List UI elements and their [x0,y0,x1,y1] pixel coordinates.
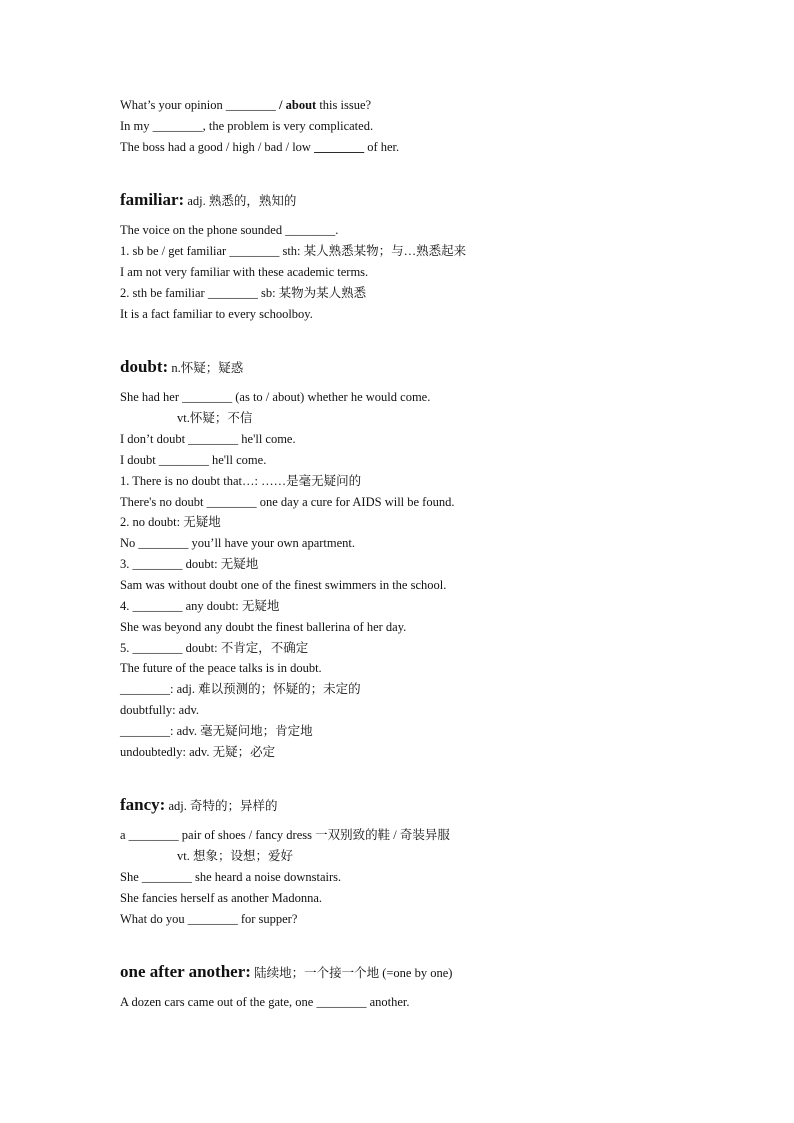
doubt-line: ________: adj. 难以预测的；怀疑的；未定的 [120,682,361,696]
headword: doubt: [120,357,169,376]
heading-gloss: 陆续地；一个接一个地 (=one by one) [250,966,453,980]
one-after-line: A dozen cars came out of the gate, one ________ another. [120,995,410,1009]
familiar-line: I am not very familiar with these academic terms. [120,265,369,279]
familiar-line: The voice on the phone sounded ________. [120,223,339,237]
doubt-line: The future of the peace talks is in doubt. [120,661,322,675]
intro-line-2: In my ________, the problem is very complicated. [120,119,374,133]
headword: familiar: [120,190,185,209]
doubt-line: She had her ________ (as to / about) whether he would come. [120,390,431,404]
doubt-line: 4. ________ any doubt: 无疑地 [120,599,280,613]
doubt-line: doubtfully: adv. [120,703,200,717]
text-run: of her. [364,140,400,154]
doubt-line: 3. ________ doubt: 无疑地 [120,557,259,571]
familiar-line: It is a fact familiar to every schoolboy. [120,307,313,321]
doubt-sub-gloss: vt.怀疑；不信 [177,411,253,425]
doubt-line: 2. no doubt: 无疑地 [120,515,221,529]
fancy-line: a ________ pair of shoes / fancy dress 一双别致的鞋 / 奇装异服 [120,828,450,842]
heading-one-after-another [120,961,452,984]
heading-gloss: n.怀疑；疑惑 [171,361,244,375]
doubt-line: No ________ you’ll have your own apartment. [120,536,356,550]
heading-familiar [120,189,296,212]
headword: fancy: [120,795,166,814]
text-run: What’s your opinion ________ [120,98,280,112]
heading-fancy [120,794,277,817]
doubt-line: She was beyond any doubt the finest ballerina of her day. [120,620,407,634]
doubt-line: I doubt ________ he'll come. [120,453,267,467]
doubt-line: ________: adv. 毫无疑问地；肯定地 [120,724,313,738]
doubt-line: I don’t doubt ________ he'll come. [120,432,296,446]
heading-doubt [120,356,243,379]
bold-run: / about [279,98,317,112]
headword: one after another: [120,962,251,981]
intro-line-1 [120,97,371,113]
doubt-line: There's no doubt ________ one day a cure for AIDS will be found. [120,495,455,509]
heading-gloss: adj. 奇特的；异样的 [168,799,278,813]
text-run: The boss had a good / high / bad / low [120,140,315,154]
fancy-line: She fancies herself as another Madonna. [120,891,323,905]
doubt-line: 5. ________ doubt: 不肯定，不确定 [120,641,309,655]
text-run: this issue? [316,98,372,112]
heading-gloss: adj. 熟悉的，熟知的 [187,194,297,208]
intro-line-3 [120,139,399,155]
familiar-line: 1. sb be / get familiar ________ sth: 某人熟悉某物；与…熟悉起来 [120,244,467,258]
doubt-line: Sam was without doubt one of the finest swimmers in the school. [120,578,447,592]
doubt-line: 1. There is no doubt that…: ……是毫无疑问的 [120,474,362,488]
familiar-line: 2. sth be familiar ________ sb: 某物为某人熟悉 [120,286,367,300]
doubt-line: undoubtedly: adv. 无疑；必定 [120,745,276,759]
fancy-sub-gloss: vt. 想象；设想；爱好 [177,849,293,863]
bold-run: ________ [314,140,365,154]
fancy-line: She ________ she heard a noise downstairs. [120,870,342,884]
fancy-line: What do you ________ for supper? [120,912,298,926]
